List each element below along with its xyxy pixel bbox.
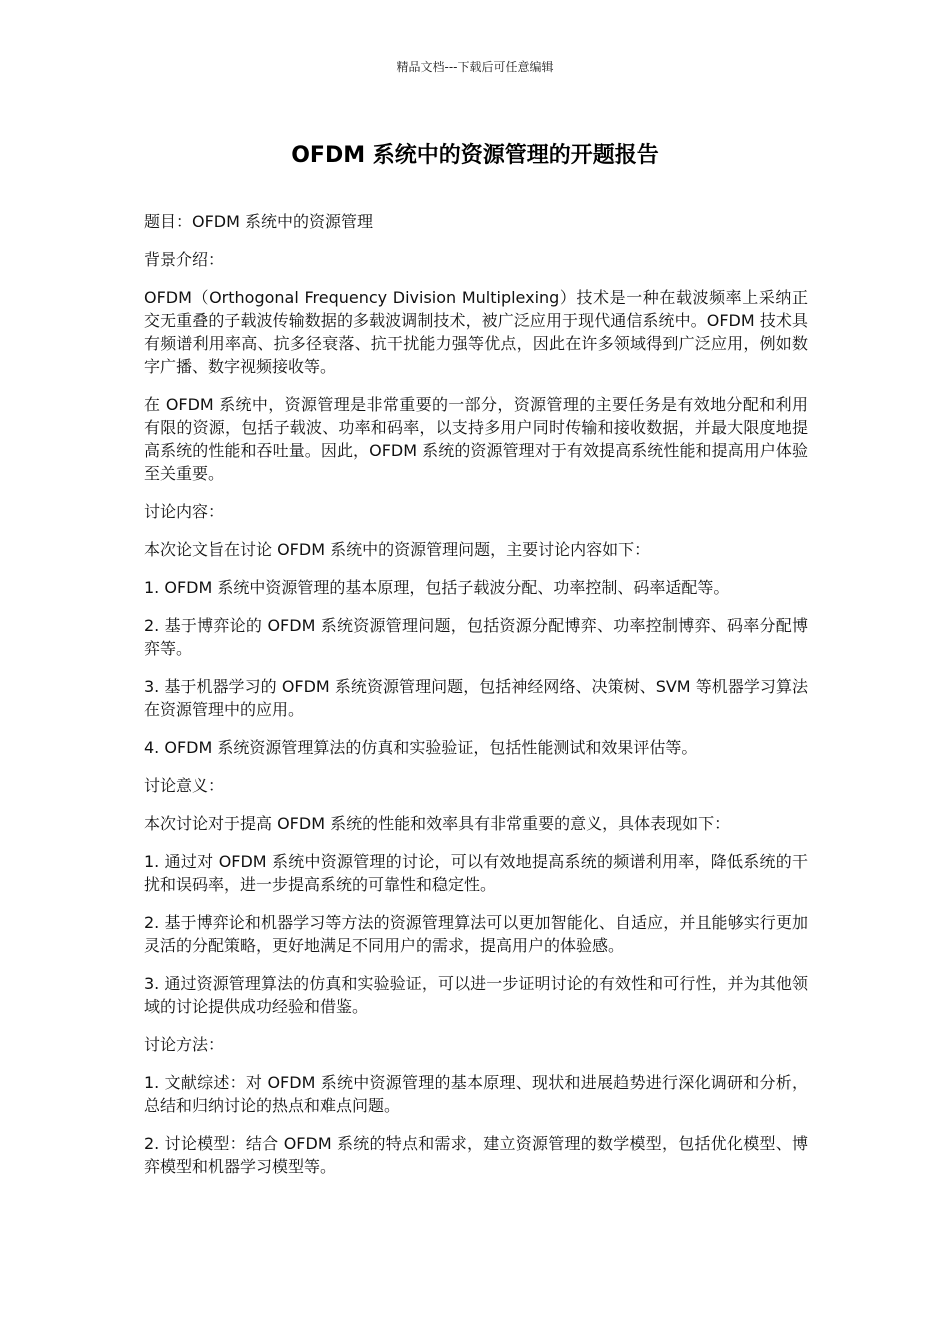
section-heading-significance: 讨论意义： bbox=[144, 776, 225, 795]
document-title: OFDM 系统中的资源管理的开题报告 bbox=[291, 143, 659, 168]
paragraph-significance-intro: 本次讨论对于提高 OFDM 系统的性能和效率具有非常重要的意义，具体表现如下： bbox=[144, 814, 731, 833]
list-item-significance-2: 2. 基于博弈论和机器学习等方法的资源管理算法可以更加智能化、自适应，并且能够实行更加灵活的分配策略，更好地满足不同用户的需求，提高用户的体验感。 bbox=[144, 913, 808, 955]
list-item-methods-2: 2. 讨论模型：结合 OFDM 系统的特点和需求，建立资源管理的数学模型，包括优化模型、博弈模型和机器学习模型等。 bbox=[144, 1134, 808, 1176]
list-item-significance-3: 3. 通过资源管理算法的仿真和实验验证，可以进一步证明讨论的有效性和可行性，并为其他领域的讨论提供成功经验和借鉴。 bbox=[144, 974, 808, 1016]
list-item-methods-1: 1. 文献综述：对 OFDM 系统中资源管理的基本原理、现状和进展趋势进行深化调研和分析，总结和归纳讨论的热点和难点问题。 bbox=[144, 1073, 808, 1115]
list-item-content-1: 1. OFDM 系统中资源管理的基本原理，包括子载波分配、功率控制、码率适配等。 bbox=[144, 578, 730, 597]
section-heading-background: 背景介绍： bbox=[144, 250, 225, 269]
paragraph-content-intro: 本次论文旨在讨论 OFDM 系统中的资源管理问题，主要讨论内容如下： bbox=[144, 540, 651, 559]
paragraph-background-2: 在 OFDM 系统中，资源管理是非常重要的一部分，资源管理的主要任务是有效地分配和利用有限的资源，包括子载波、功率和码率，以支持多用户同时传输和接收数据，并最大限度地提高系统的性能和吞吐量。因此，OFDM 系统的资源管理对于有效提高系统性能和提高用户体验至关重要。 bbox=[144, 395, 808, 483]
section-heading-content: 讨论内容： bbox=[144, 502, 225, 521]
header-note: 精品文档---下载后可任意编辑 bbox=[396, 60, 554, 74]
paragraph-topic: 题目：OFDM 系统中的资源管理 bbox=[144, 212, 374, 231]
list-item-significance-1: 1. 通过对 OFDM 系统中资源管理的讨论，可以有效地提高系统的频谱利用率，降低系统的干扰和误码率，进一步提高系统的可靠性和稳定性。 bbox=[144, 852, 808, 894]
list-item-content-3: 3. 基于机器学习的 OFDM 系统资源管理问题，包括神经网络、决策树、SVM 等机器学习算法在资源管理中的应用。 bbox=[144, 677, 808, 719]
list-item-content-2: 2. 基于博弈论的 OFDM 系统资源管理问题，包括资源分配博弈、功率控制博弈、码率分配博弈等。 bbox=[144, 616, 808, 658]
document-body bbox=[144, 210, 808, 1193]
section-heading-methods: 讨论方法： bbox=[144, 1035, 225, 1054]
list-item-content-4: 4. OFDM 系统资源管理算法的仿真和实验验证，包括性能测试和效果评估等。 bbox=[144, 738, 698, 757]
paragraph-background-1: OFDM（Orthogonal Frequency Division Multiplexing）技术是一种在载波频率上采纳正交无重叠的子载波传输数据的多载波调制技术，被广泛应用于现代通信系统中。OFDM 技术具有频谱利用率高、抗多径衰落、抗干扰能力强等优点，因此在许多领域得到广泛应用，例如数字广播、数字视频接收等。 bbox=[144, 288, 808, 376]
